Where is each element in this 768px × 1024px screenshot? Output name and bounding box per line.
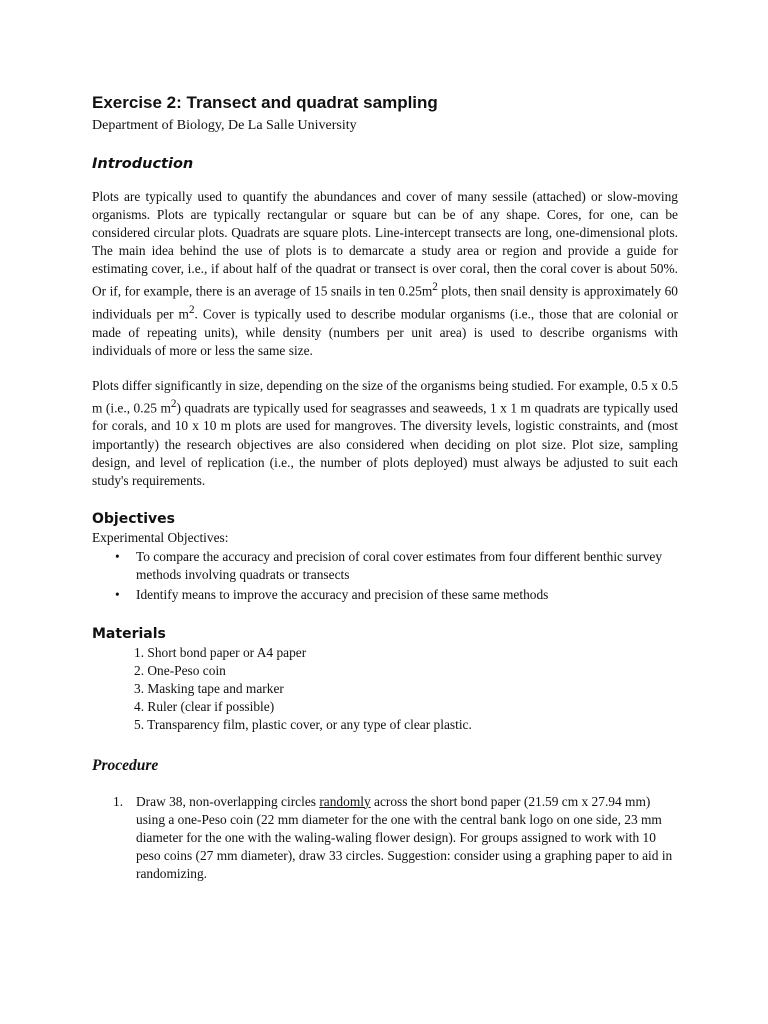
step-text-before: Draw 38, non-overlapping circles bbox=[136, 793, 320, 809]
introduction-paragraph-2 bbox=[92, 377, 678, 490]
step-text-after: across the short bond paper (21.59 cm x 27.94 mm) using a one-Peso coin (22 mm diameter for the one with the central bank logo on one side, 23 mm diameter for the one with the waling-waling flower design). For groups assigned to work with 10 peso coins (27 mm diameter), draw 33 circles. Suggestion: consider using a graphing paper to aid in randomizing. bbox=[136, 793, 673, 881]
introduction-paragraph-1 bbox=[92, 188, 678, 360]
objective-text: To compare the accuracy and precision of coral cover estimates from four different benthic survey methods involving quadrats or transects bbox=[136, 548, 663, 582]
list-item: 3. Masking tape and marker bbox=[134, 681, 284, 697]
intro-p1-text-1: Plots are typically used to quantify the abundances and cover of many sessile (attached) or slow-moving organisms. Plots are typically rectangular or square but can be of any shape. Cores, for one, can be considered circular plots. Quadrats are square plots. Line-intercept transects are long, one-dimensional plots. The main idea behind the use of plots is to demarcate a study area or region and provide a guide for estimating cover, i.e., if about half of the quadrat or transect is over coral, then the coral cover is about 50%. Or if, for example, there is an average of 15 snails in ten 0.25m bbox=[92, 189, 678, 299]
objectives-heading: Objectives bbox=[92, 510, 175, 527]
list-item: 4. Ruler (clear if possible) bbox=[134, 699, 275, 715]
procedure-heading: Procedure bbox=[92, 756, 159, 774]
intro-p2-superscript-1: 2 bbox=[170, 397, 177, 410]
objectives-subheading: Experimental Objectives: bbox=[92, 529, 229, 545]
list-item: 2. One-Peso coin bbox=[134, 663, 226, 679]
objective-text: Identify means to improve the accuracy and precision of these same methods bbox=[136, 587, 549, 602]
list-item bbox=[92, 548, 678, 584]
document-page bbox=[92, 92, 678, 883]
list-item bbox=[92, 586, 678, 604]
department-line: Department of Biology, De La Salle University bbox=[92, 118, 357, 133]
intro-p1-superscript-2: 2 bbox=[188, 304, 195, 317]
objectives-list bbox=[92, 548, 678, 604]
procedure-step bbox=[92, 793, 678, 883]
list-item: 5. Transparency film, plastic cover, or any type of clear plastic. bbox=[134, 717, 472, 733]
intro-p2-text-1: Plots differ significantly in size, depending on the size of the organisms being studied. For example, 0.5 x 0.5 m (i.e., 0.25 m bbox=[92, 377, 678, 416]
intro-p2-text-2: ) quadrats are typically used for seagrasses and seaweeds, 1 x 1 m quadrats are typically used for corals, and 10 x 10 m plots are used for mangroves. The diversity levels, logistic constraints, and (most importantly) the research objectives are also considered when deciding on plot size. Plot size, sampling design, and level of replication (i.e., the number of plots deployed) must always be adjusted to suit each study's requirements. bbox=[92, 400, 678, 488]
materials-list bbox=[92, 644, 678, 734]
intro-p1-superscript-1: 2 bbox=[432, 281, 438, 294]
intro-p1-text-3: . Cover is typically used to describe modular organisms (i.e., those that are colonial or made of repeating units), while density (numbers per unit area) is used to describe organisms with individuals of more or less the same size. bbox=[92, 306, 678, 358]
introduction-heading: Introduction bbox=[92, 156, 194, 172]
materials-heading: Materials bbox=[92, 626, 166, 643]
step-text-underlined: randomly bbox=[319, 793, 371, 809]
intro-p1-text-2: plots, then snail density is approximately 60 individuals per m bbox=[92, 283, 678, 322]
list-item: 1. Short bond paper or A4 paper bbox=[134, 645, 307, 661]
bullet-icon: • bbox=[115, 587, 120, 602]
bullet-icon: • bbox=[115, 548, 120, 564]
step-number: 1. bbox=[113, 793, 124, 809]
document-title: Exercise 2: Transect and quadrat sampling bbox=[92, 93, 438, 112]
